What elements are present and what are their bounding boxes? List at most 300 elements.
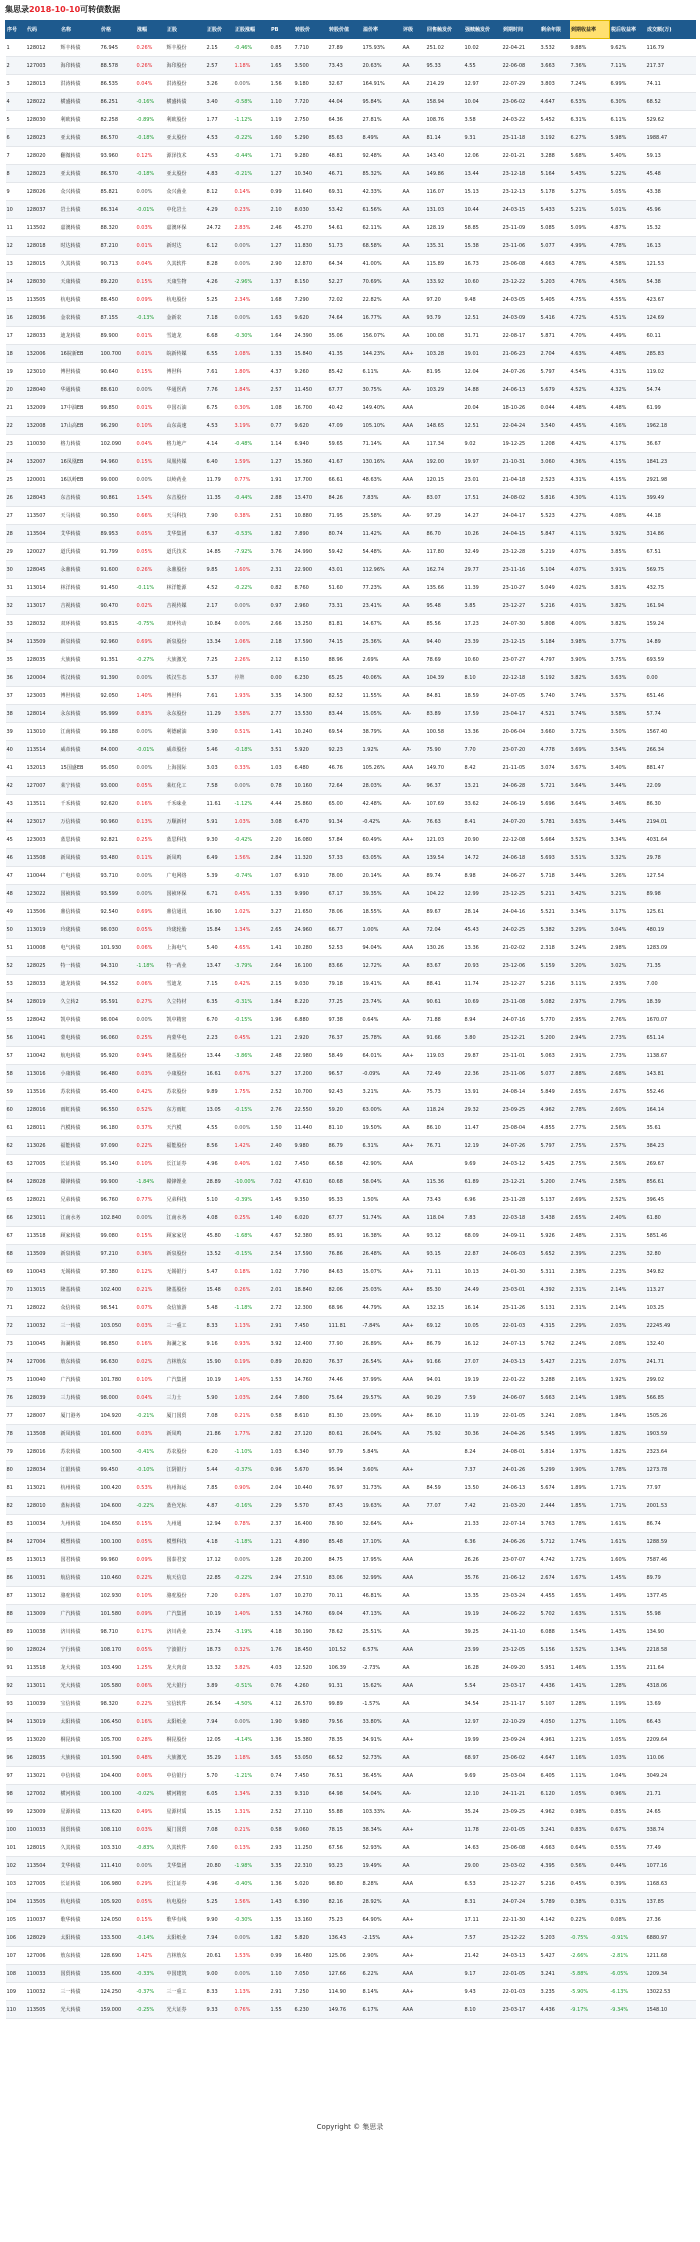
table-cell[interactable]: 110031 <box>26 1569 60 1587</box>
table-row[interactable] <box>6 1191 696 1209</box>
table-cell[interactable]: 众兴菌业 <box>166 183 206 201</box>
table-cell[interactable]: 利欧转债 <box>60 111 100 129</box>
table-cell[interactable]: 艾华集团 <box>166 525 206 543</box>
table-cell[interactable]: 济川转债 <box>60 1623 100 1641</box>
table-row[interactable] <box>6 1911 696 1929</box>
table-cell[interactable]: 宁波银行 <box>166 1641 206 1659</box>
table-cell[interactable]: 顾家转债 <box>60 1227 100 1245</box>
table-cell[interactable]: 17山高EB <box>60 417 100 435</box>
table-cell[interactable]: 长证转债 <box>60 1155 100 1173</box>
table-cell[interactable]: 国君转债 <box>60 1551 100 1569</box>
column-header[interactable]: 转股价值 <box>328 21 362 39</box>
table-cell[interactable]: 128014 <box>26 705 60 723</box>
table-cell[interactable]: 128036 <box>26 309 60 327</box>
table-cell[interactable]: 骆驼转债 <box>60 1587 100 1605</box>
table-cell[interactable]: 海澜之家 <box>166 1335 206 1353</box>
table-cell[interactable]: 120001 <box>26 471 60 489</box>
table-cell[interactable]: 格力地产 <box>166 435 206 453</box>
table-cell[interactable]: 嘉澳环保 <box>166 219 206 237</box>
table-row[interactable] <box>6 1659 696 1677</box>
column-header[interactable]: 成交额(万) <box>646 21 696 39</box>
table-row[interactable] <box>6 1083 696 1101</box>
table-cell[interactable]: 113011 <box>26 1677 60 1695</box>
table-row[interactable] <box>6 147 696 165</box>
table-cell[interactable]: 江南水务 <box>60 1209 100 1227</box>
table-row[interactable] <box>6 237 696 255</box>
table-cell[interactable]: 国祯环保 <box>166 885 206 903</box>
table-cell[interactable]: 新凤鸣 <box>166 1425 206 1443</box>
table-cell[interactable]: 博世科 <box>166 363 206 381</box>
table-row[interactable] <box>6 1839 696 1857</box>
table-cell[interactable]: 128020 <box>26 147 60 165</box>
table-cell[interactable]: 吉视传媒 <box>166 597 206 615</box>
table-cell[interactable]: 天康生物 <box>166 273 206 291</box>
column-header[interactable]: 到期收益率 <box>570 21 610 39</box>
table-cell[interactable]: 110045 <box>26 1335 60 1353</box>
table-row[interactable] <box>6 1281 696 1299</box>
table-cell[interactable]: 万顺新材 <box>166 813 206 831</box>
table-cell[interactable]: 众兴转债 <box>60 183 100 201</box>
table-cell[interactable]: 128028 <box>26 1173 60 1191</box>
table-row[interactable] <box>6 327 696 345</box>
table-row[interactable] <box>6 273 696 291</box>
table-cell[interactable]: 天汽模 <box>166 1119 206 1137</box>
table-cell[interactable]: 光大证券 <box>166 2001 206 2019</box>
column-header[interactable]: 税后收益率 <box>610 21 646 39</box>
table-row[interactable] <box>6 39 696 57</box>
table-cell[interactable]: 天康转债 <box>60 273 100 291</box>
table-row[interactable] <box>6 1749 696 1767</box>
table-cell[interactable]: 大族转债 <box>60 651 100 669</box>
table-cell[interactable]: 113508 <box>26 849 60 867</box>
table-cell[interactable]: 新凤转债 <box>60 849 100 867</box>
table-cell[interactable]: 113016 <box>26 1065 60 1083</box>
table-row[interactable] <box>6 1731 696 1749</box>
table-cell[interactable]: 横河精密 <box>166 1785 206 1803</box>
table-cell[interactable]: 123011 <box>26 1209 60 1227</box>
table-row[interactable] <box>6 1173 696 1191</box>
table-row[interactable] <box>6 1497 696 1515</box>
table-cell[interactable]: 113518 <box>26 1227 60 1245</box>
table-cell[interactable]: 杭电转债 <box>60 1893 100 1911</box>
table-row[interactable] <box>6 1623 696 1641</box>
table-cell[interactable]: 128018 <box>26 237 60 255</box>
table-row[interactable] <box>6 1227 696 1245</box>
table-cell[interactable]: 113014 <box>26 579 60 597</box>
table-cell[interactable]: 113019 <box>26 1713 60 1731</box>
table-row[interactable] <box>6 1803 696 1821</box>
table-cell[interactable]: 上海电气 <box>166 939 206 957</box>
table-cell[interactable]: 128033 <box>26 975 60 993</box>
table-cell[interactable]: 127002 <box>26 1785 60 1803</box>
table-cell[interactable]: 桐昆转债 <box>60 1731 100 1749</box>
table-cell[interactable]: 莱红化工 <box>166 777 206 795</box>
table-cell[interactable]: 16凤凰EB <box>60 453 100 471</box>
table-row[interactable] <box>6 435 696 453</box>
table-cell[interactable]: 113021 <box>26 1479 60 1497</box>
table-row[interactable] <box>6 597 696 615</box>
table-cell[interactable]: 132009 <box>26 399 60 417</box>
table-cell[interactable]: 隆基股份 <box>166 1047 206 1065</box>
table-cell[interactable]: 华通医药 <box>166 381 206 399</box>
table-row[interactable] <box>6 831 696 849</box>
table-cell[interactable]: 厦门国贸 <box>166 1821 206 1839</box>
table-cell[interactable]: 110043 <box>26 1263 60 1281</box>
table-row[interactable] <box>6 1029 696 1047</box>
column-header[interactable]: 回售触发价 <box>426 21 464 39</box>
table-cell[interactable]: 华通转债 <box>60 381 100 399</box>
table-cell[interactable]: 太阳转债 <box>60 1713 100 1731</box>
table-cell[interactable]: 鼎信转债 <box>60 903 100 921</box>
table-cell[interactable]: 128023 <box>26 129 60 147</box>
table-cell[interactable]: 127007 <box>26 777 60 795</box>
column-header[interactable]: 序号 <box>6 21 26 39</box>
table-cell[interactable]: 113020 <box>26 1731 60 1749</box>
table-row[interactable] <box>6 1353 696 1371</box>
table-cell[interactable]: 128016 <box>26 1443 60 1461</box>
column-header[interactable]: 剩余年限 <box>540 21 570 39</box>
table-cell[interactable]: 江阴银行 <box>166 1461 206 1479</box>
table-cell[interactable]: 128010 <box>26 1497 60 1515</box>
table-cell[interactable]: 128019 <box>26 993 60 1011</box>
table-cell[interactable]: 铁汉生态 <box>166 669 206 687</box>
table-cell[interactable]: 宝信软件 <box>166 1695 206 1713</box>
table-row[interactable] <box>6 1875 696 1893</box>
table-row[interactable] <box>6 1119 696 1137</box>
table-cell[interactable]: 鼎信通讯 <box>166 903 206 921</box>
table-cell[interactable]: 特一药业 <box>166 957 206 975</box>
table-row[interactable] <box>6 705 696 723</box>
table-cell[interactable]: 113509 <box>26 633 60 651</box>
column-header[interactable]: 代码 <box>26 21 60 39</box>
table-cell[interactable]: 128045 <box>26 561 60 579</box>
table-cell[interactable]: 128015 <box>26 255 60 273</box>
table-row[interactable] <box>6 579 696 597</box>
table-row[interactable] <box>6 1011 696 1029</box>
table-cell[interactable]: 127004 <box>26 1533 60 1551</box>
table-cell[interactable]: 久立特材 <box>166 993 206 1011</box>
table-cell[interactable]: 128016 <box>26 1101 60 1119</box>
table-row[interactable] <box>6 1425 696 1443</box>
table-cell[interactable]: 雨虹转债 <box>60 1101 100 1119</box>
table-cell[interactable]: 三力转债 <box>60 1389 100 1407</box>
table-cell[interactable]: 海印股份 <box>166 57 206 75</box>
table-cell[interactable]: 128026 <box>26 183 60 201</box>
table-row[interactable] <box>6 561 696 579</box>
table-cell[interactable]: 113026 <box>26 1137 60 1155</box>
table-row[interactable] <box>6 1155 696 1173</box>
table-cell[interactable]: 120004 <box>26 669 60 687</box>
table-cell[interactable]: 模塑科技 <box>166 1533 206 1551</box>
table-row[interactable] <box>6 813 696 831</box>
table-cell[interactable]: 110037 <box>26 1911 60 1929</box>
table-cell[interactable]: 艾华集团 <box>166 1857 206 1875</box>
table-cell[interactable]: 横盛转债 <box>166 93 206 111</box>
table-cell[interactable]: 上海国际 <box>166 759 206 777</box>
table-cell[interactable]: 大族转债 <box>60 1749 100 1767</box>
table-cell[interactable]: 123009 <box>26 1803 60 1821</box>
table-row[interactable] <box>6 93 696 111</box>
table-cell[interactable]: 亚太转债 <box>60 129 100 147</box>
table-row[interactable] <box>6 975 696 993</box>
table-cell[interactable]: 110044 <box>26 867 60 885</box>
table-cell[interactable]: 杭州转债 <box>60 1479 100 1497</box>
table-cell[interactable]: 星源材质 <box>166 1803 206 1821</box>
table-row[interactable] <box>6 849 696 867</box>
table-cell[interactable]: 航电转债 <box>60 1047 100 1065</box>
table-cell[interactable]: 新时达 <box>166 237 206 255</box>
table-cell[interactable]: 110032 <box>26 1983 60 2001</box>
table-cell[interactable]: 128037 <box>26 201 60 219</box>
table-cell[interactable]: 128040 <box>26 381 60 399</box>
table-row[interactable] <box>6 1443 696 1461</box>
table-cell[interactable]: 113509 <box>26 1245 60 1263</box>
table-cell[interactable]: 128042 <box>26 1011 60 1029</box>
table-cell[interactable]: 蓝思转债 <box>60 831 100 849</box>
table-cell[interactable]: 吉林敖东 <box>166 1353 206 1371</box>
table-cell[interactable]: 时达转债 <box>60 237 100 255</box>
table-cell[interactable]: 113505 <box>26 291 60 309</box>
table-cell[interactable]: 三一转债 <box>60 1317 100 1335</box>
table-cell[interactable]: 128023 <box>26 165 60 183</box>
table-cell[interactable]: 三一重工 <box>166 1983 206 2001</box>
table-cell[interactable]: 铁汉转债 <box>60 669 100 687</box>
table-cell[interactable]: 113511 <box>26 795 60 813</box>
table-cell[interactable]: 110008 <box>26 939 60 957</box>
table-cell[interactable]: 博世科 <box>166 687 206 705</box>
table-cell[interactable]: 小康股份 <box>166 1065 206 1083</box>
table-cell[interactable]: 敖东转债 <box>60 1353 100 1371</box>
table-cell[interactable]: 128039 <box>26 1389 60 1407</box>
table-cell[interactable]: 洪涛转债 <box>60 75 100 93</box>
table-cell[interactable]: 123003 <box>26 831 60 849</box>
table-cell[interactable]: 光大转债 <box>60 1677 100 1695</box>
table-cell[interactable]: 113505 <box>26 1893 60 1911</box>
table-cell[interactable]: 龙大转债 <box>60 1659 100 1677</box>
table-cell[interactable]: 110040 <box>26 1371 60 1389</box>
table-cell[interactable]: 长证转债 <box>60 1875 100 1893</box>
table-cell[interactable]: 九州通 <box>166 1515 206 1533</box>
table-cell[interactable]: 127003 <box>26 57 60 75</box>
table-cell[interactable]: 128025 <box>26 957 60 975</box>
table-cell[interactable]: 杭电转债 <box>60 291 100 309</box>
table-cell[interactable]: 皖新传媒 <box>166 345 206 363</box>
table-row[interactable] <box>6 1407 696 1425</box>
table-cell[interactable]: 博世转债 <box>60 687 100 705</box>
table-row[interactable] <box>6 57 696 75</box>
table-cell[interactable]: 众信转债 <box>60 1299 100 1317</box>
table-cell[interactable]: 江南转债 <box>60 723 100 741</box>
table-cell[interactable]: 128022 <box>26 93 60 111</box>
table-cell[interactable]: 金新农 <box>166 309 206 327</box>
table-cell[interactable]: 杭电股份 <box>166 1893 206 1911</box>
table-cell[interactable]: 17中油EB <box>60 399 100 417</box>
table-cell[interactable]: 厦门国贸 <box>166 1407 206 1425</box>
table-cell[interactable]: 128033 <box>26 327 60 345</box>
table-cell[interactable]: 吉视转债 <box>60 597 100 615</box>
table-cell[interactable]: 众信旅游 <box>166 1299 206 1317</box>
table-row[interactable] <box>6 363 696 381</box>
table-cell[interactable]: 长江证券 <box>166 1875 206 1893</box>
table-cell[interactable]: 新泉转债 <box>60 1245 100 1263</box>
table-cell[interactable]: 太阳转债 <box>60 1929 100 1947</box>
table-cell[interactable]: 电气转债 <box>60 939 100 957</box>
table-cell[interactable]: 吉林敖东 <box>166 1947 206 1965</box>
table-cell[interactable]: 113009 <box>26 1605 60 1623</box>
table-cell[interactable]: 林洋能源 <box>166 579 206 597</box>
table-row[interactable] <box>6 1209 696 1227</box>
table-cell[interactable]: 横河转债 <box>60 1785 100 1803</box>
table-cell[interactable]: 横盛转债 <box>60 93 100 111</box>
table-row[interactable] <box>6 219 696 237</box>
table-cell[interactable]: 龙大肉食 <box>166 1659 206 1677</box>
table-cell[interactable]: 新凤转债 <box>60 1425 100 1443</box>
table-row[interactable] <box>6 1335 696 1353</box>
table-cell[interactable]: 国贸转债 <box>60 1821 100 1839</box>
table-cell[interactable]: 久其软件 <box>166 1839 206 1857</box>
table-cell[interactable]: 蓝色光标 <box>166 1497 206 1515</box>
table-row[interactable] <box>6 1515 696 1533</box>
table-cell[interactable]: 凯中精密 <box>166 1011 206 1029</box>
table-cell[interactable]: 三力士 <box>166 1389 206 1407</box>
table-cell[interactable]: 洪涛股份 <box>166 75 206 93</box>
column-header[interactable]: 正股价 <box>206 21 234 39</box>
table-row[interactable] <box>6 1551 696 1569</box>
table-cell[interactable]: 永东股份 <box>166 705 206 723</box>
column-header[interactable]: 溢价率 <box>362 21 402 39</box>
table-cell[interactable]: 国祯转债 <box>60 885 100 903</box>
table-cell[interactable]: 道氏技术 <box>166 543 206 561</box>
table-cell[interactable]: 128030 <box>26 273 60 291</box>
table-cell[interactable]: 久其软件 <box>166 255 206 273</box>
table-cell[interactable]: 三一转债 <box>60 1983 100 2001</box>
table-row[interactable] <box>6 1101 696 1119</box>
column-header[interactable]: PB <box>270 21 294 39</box>
table-row[interactable] <box>6 1785 696 1803</box>
table-row[interactable] <box>6 687 696 705</box>
table-cell[interactable]: 艾华转债 <box>60 525 100 543</box>
table-cell[interactable]: 苏农转债 <box>60 1443 100 1461</box>
table-row[interactable] <box>6 75 696 93</box>
table-row[interactable] <box>6 255 696 273</box>
table-cell[interactable]: 永鼎股份 <box>166 561 206 579</box>
table-row[interactable] <box>6 1569 696 1587</box>
table-cell[interactable]: 中化岩土 <box>166 201 206 219</box>
table-cell[interactable]: 久立转2 <box>60 993 100 1011</box>
column-header[interactable]: 正股涨幅 <box>234 21 270 39</box>
table-row[interactable] <box>6 795 696 813</box>
table-cell[interactable]: 128030 <box>26 111 60 129</box>
table-cell[interactable]: 无锡银行 <box>166 1263 206 1281</box>
table-cell[interactable]: 博世转债 <box>60 363 100 381</box>
table-cell[interactable]: 123022 <box>26 885 60 903</box>
table-cell[interactable]: 凯中转债 <box>60 1011 100 1029</box>
table-cell[interactable]: 光大转债 <box>60 2001 100 2019</box>
table-cell[interactable]: 凤凰传媒 <box>166 453 206 471</box>
table-row[interactable] <box>6 867 696 885</box>
table-row[interactable] <box>6 1677 696 1695</box>
table-cell[interactable]: 桐昆股份 <box>166 1731 206 1749</box>
table-cell[interactable]: 110032 <box>26 1317 60 1335</box>
table-cell[interactable]: 星源转债 <box>60 1803 100 1821</box>
table-cell[interactable]: 120027 <box>26 543 60 561</box>
table-cell[interactable]: 山东高速 <box>166 417 206 435</box>
table-cell[interactable]: 110042 <box>26 1047 60 1065</box>
table-cell[interactable]: 新泉股份 <box>166 1245 206 1263</box>
table-cell[interactable]: 128015 <box>26 1839 60 1857</box>
table-cell[interactable]: 蒙电转债 <box>60 1029 100 1047</box>
table-cell[interactable]: 歌华转债 <box>60 1911 100 1929</box>
table-row[interactable] <box>6 1065 696 1083</box>
table-row[interactable] <box>6 759 696 777</box>
table-row[interactable] <box>6 543 696 561</box>
table-cell[interactable]: 永鼎转债 <box>60 561 100 579</box>
table-cell[interactable]: 济川药业 <box>166 1623 206 1641</box>
table-row[interactable] <box>6 741 696 759</box>
table-cell[interactable]: 特一转债 <box>60 957 100 975</box>
table-cell[interactable]: 113017 <box>26 597 60 615</box>
column-header[interactable]: 评级 <box>402 21 426 39</box>
table-cell[interactable]: 128011 <box>26 1119 60 1137</box>
table-cell[interactable]: 中国建筑 <box>166 1965 206 1983</box>
table-row[interactable] <box>6 1929 696 1947</box>
table-row[interactable] <box>6 1713 696 1731</box>
table-cell[interactable]: 玲珑轮胎 <box>166 921 206 939</box>
column-header[interactable]: 正股 <box>166 21 206 39</box>
table-row[interactable] <box>6 633 696 651</box>
table-cell[interactable]: 嘉澳转债 <box>60 219 100 237</box>
table-cell[interactable]: 海澜转债 <box>60 1335 100 1353</box>
table-cell[interactable]: 苏农股份 <box>166 1083 206 1101</box>
table-cell[interactable]: 132006 <box>26 345 60 363</box>
table-cell[interactable]: 国贸转债 <box>60 1965 100 1983</box>
table-cell[interactable]: 113013 <box>26 1551 60 1569</box>
table-cell[interactable]: 江南水务 <box>166 1209 206 1227</box>
table-row[interactable] <box>6 291 696 309</box>
table-cell[interactable]: 广汽集团 <box>166 1605 206 1623</box>
table-cell[interactable]: 110039 <box>26 1695 60 1713</box>
table-row[interactable] <box>6 2001 696 2019</box>
table-cell[interactable]: 双环转债 <box>60 615 100 633</box>
table-cell[interactable]: 蓝思科技 <box>166 831 206 849</box>
table-cell[interactable]: 110038 <box>26 1623 60 1641</box>
table-row[interactable] <box>6 1965 696 1983</box>
table-cell[interactable]: 128032 <box>26 615 60 633</box>
table-cell[interactable]: 航天信息 <box>166 1569 206 1587</box>
table-cell[interactable]: 113019 <box>26 921 60 939</box>
table-cell[interactable]: 113012 <box>26 1587 60 1605</box>
table-cell[interactable]: 宁行转债 <box>60 1641 100 1659</box>
table-cell[interactable]: 16皖新EB <box>60 345 100 363</box>
table-cell[interactable]: 格力转债 <box>60 435 100 453</box>
table-cell[interactable]: 隆基转债 <box>60 1281 100 1299</box>
table-cell[interactable]: 127006 <box>26 1947 60 1965</box>
table-cell[interactable]: 中国石油 <box>166 399 206 417</box>
table-cell[interactable]: 苏农转债 <box>60 1083 100 1101</box>
table-cell[interactable]: 顾家家居 <box>166 1227 206 1245</box>
table-cell[interactable]: 110034 <box>26 1515 60 1533</box>
table-row[interactable] <box>6 1605 696 1623</box>
column-header[interactable]: 涨幅 <box>136 21 166 39</box>
table-cell[interactable]: 广电网络 <box>166 867 206 885</box>
table-cell[interactable]: 113502 <box>26 219 60 237</box>
column-header[interactable]: 到期时间 <box>502 21 540 39</box>
table-row[interactable] <box>6 1983 696 2001</box>
table-cell[interactable]: 赣锋锂业 <box>166 1173 206 1191</box>
table-row[interactable] <box>6 399 696 417</box>
table-row[interactable] <box>6 957 696 975</box>
table-row[interactable] <box>6 1857 696 1875</box>
